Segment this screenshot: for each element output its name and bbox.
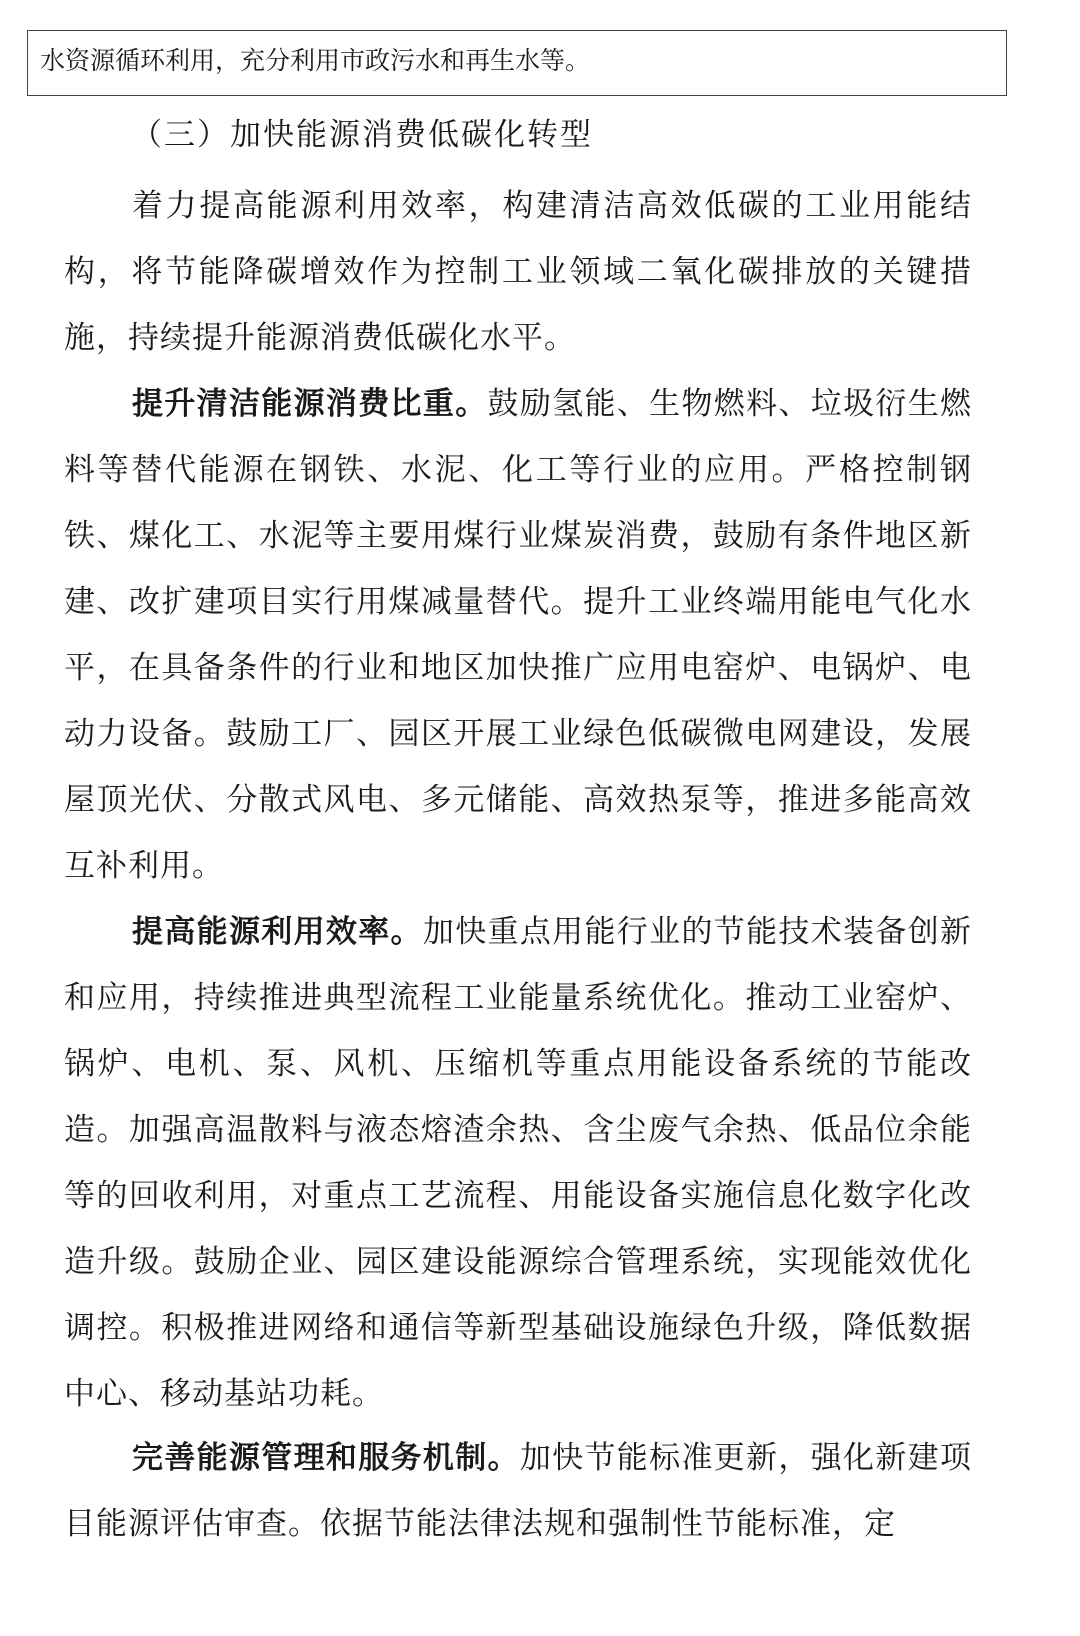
paragraph-clean-energy — [64, 371, 972, 899]
section-heading: （三）加快能源消费低碳化转型 — [131, 117, 593, 153]
intro-paragraph: 着力提高能源利用效率，构建清洁高效低碳的工业用能结构，将节能降碳增效作为控制工业领域二氧化碳排放的关键措施，持续提升能源消费低碳化水平。 — [64, 188, 972, 356]
paragraph-body: 加快节能标准更新，强化新建项目能源评估审查。依据节能法律法规和强制性节能标准，定 — [64, 1440, 973, 1542]
paragraph-lead: 完善能源管理和服务机制。 — [132, 1440, 520, 1476]
paragraph-body: 加快重点用能行业的节能技术装备创新和应用，持续推进典型流程工业能量系统优化。推动工业窑炉、锅炉、电机、泵、风机、压缩机等重点用能设备系统的节能改造。加强高温散料与液态熔渣余热、含尘废气余热、低品位余能等的回收利用，对重点工艺流程、用能设备实施信息化数字化改造升级。鼓励企业、园区建设能源综合管理系统，实现能效优化调控。积极推进网络和通信等新型基础设施绿色升级，降低数据中心、移动基站功耗。 — [64, 914, 973, 1412]
paragraph-energy-efficiency — [64, 899, 972, 1427]
paragraph-lead: 提高能源利用效率。 — [132, 914, 423, 950]
paragraph-lead: 提升清洁能源消费比重。 — [132, 386, 488, 422]
continued-text: 水资源循环利用，充分利用市政污水和再生水等。 — [40, 46, 591, 75]
continued-text-box — [27, 30, 1007, 96]
paragraph-body: 鼓励氢能、生物燃料、垃圾衍生燃料等替代能源在钢铁、水泥、化工等行业的应用。严格控制钢铁、煤化工、水泥等主要用煤行业煤炭消费，鼓励有条件地区新建、改扩建项目实行用煤减量替代。提升工业终端用能电气化水平，在具备条件的行业和地区加快推广应用电窑炉、电锅炉、电动力设备。鼓励工厂、园区开展工业绿色低碳微电网建设，发展屋顶光伏、分散式风电、多元储能、高效热泵等，推进多能高效互补利用。 — [64, 386, 973, 884]
paragraph-energy-management — [64, 1425, 972, 1557]
